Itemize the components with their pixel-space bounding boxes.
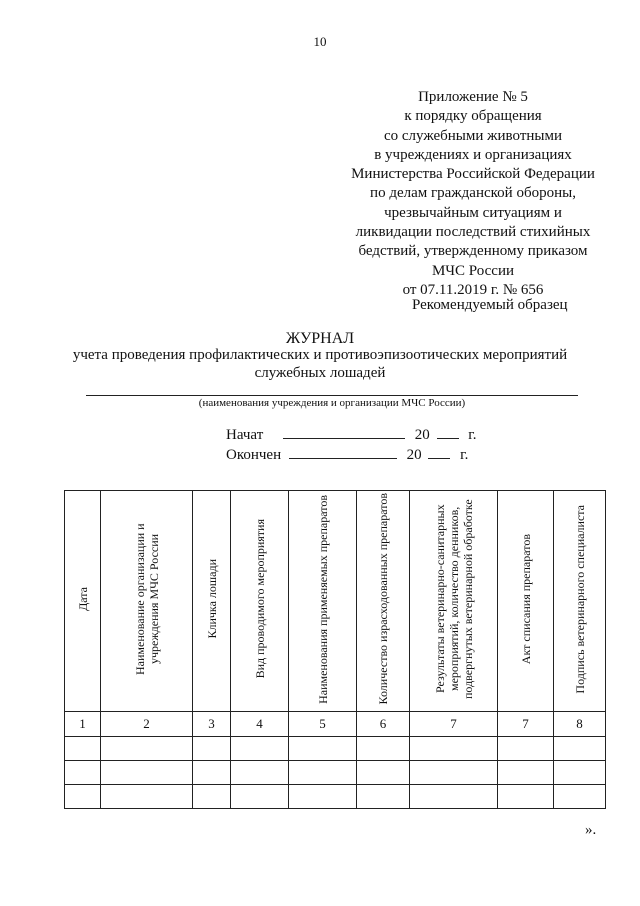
appendix-block <box>340 88 606 300</box>
table-cell[interactable] <box>410 761 498 785</box>
table-cell[interactable] <box>410 737 498 761</box>
header-signature: Подпись ветеринарного специалиста <box>572 504 587 694</box>
table-row <box>65 785 606 809</box>
header-results: Результаты ветеринарно-санитарных мероприятий, количество денников, подвергнутых ветеринарной обработке <box>432 499 475 699</box>
header-cell <box>101 491 193 712</box>
journal-table <box>64 490 606 809</box>
column-number: 5 <box>289 712 357 737</box>
table-cell[interactable] <box>65 785 101 809</box>
appendix-line: в учреждениях и организациях <box>374 146 572 163</box>
ended-row <box>226 445 476 465</box>
table-row <box>65 761 606 785</box>
table-cell[interactable] <box>65 737 101 761</box>
table-cell[interactable] <box>498 737 554 761</box>
table-cell[interactable] <box>498 785 554 809</box>
column-number: 8 <box>554 712 606 737</box>
closing-quote: ». <box>585 822 597 838</box>
table-cell[interactable] <box>101 761 193 785</box>
header-cell <box>498 491 554 712</box>
journal-subtitle <box>60 346 580 382</box>
journal-subtitle-line: учета проведения профилактических и противоэпизоотических мероприятий <box>72 347 568 363</box>
header-horse-name: Кличка лошади <box>204 559 219 639</box>
year-suffix: г. <box>460 447 469 463</box>
table-row <box>65 737 606 761</box>
table-cell[interactable] <box>231 737 289 761</box>
table-cell[interactable] <box>289 761 357 785</box>
appendix-line: ликвидации последствий стихийных <box>355 224 591 241</box>
organization-name-line <box>86 395 578 396</box>
journal-subtitle-line: служебных лошадей <box>254 365 386 381</box>
header-organization: Наименование организации и учреждения МЧС России <box>132 523 161 675</box>
table-cell[interactable] <box>554 785 606 809</box>
appendix-line: от 07.11.2019 г. № 656 <box>402 281 544 298</box>
ended-year-blank <box>428 446 450 459</box>
column-number: 6 <box>357 712 410 737</box>
table-header-row <box>65 491 606 712</box>
year-prefix: 20 <box>414 427 430 443</box>
appendix-line: чрезвычайным ситуациям и <box>384 204 562 221</box>
header-cell <box>410 491 498 712</box>
ended-date-blank <box>289 446 397 459</box>
year-suffix: г. <box>468 427 477 443</box>
header-cell <box>357 491 410 712</box>
dates-block <box>226 425 476 465</box>
header-cell <box>193 491 231 712</box>
header-date: Дата <box>75 587 90 611</box>
column-number-row <box>65 712 606 737</box>
started-year-blank <box>437 426 459 439</box>
appendix-line: со служебными животными <box>383 127 563 144</box>
table-cell[interactable] <box>554 761 606 785</box>
header-cell <box>231 491 289 712</box>
table-cell[interactable] <box>65 761 101 785</box>
column-number: 7 <box>410 712 498 737</box>
table-cell[interactable] <box>289 785 357 809</box>
sample-label: Рекомендуемый образец <box>412 297 568 313</box>
appendix-line: по делам гражданской обороны, <box>370 185 576 202</box>
table-cell[interactable] <box>357 761 410 785</box>
journal-title: ЖУРНАЛ <box>285 330 355 347</box>
table-cell[interactable] <box>101 737 193 761</box>
header-cell <box>289 491 357 712</box>
table-cell[interactable] <box>231 761 289 785</box>
year-prefix: 20 <box>406 447 422 463</box>
table-cell[interactable] <box>410 785 498 809</box>
appendix-line: бедствий, утвержденному приказом <box>358 243 588 260</box>
table-cell[interactable] <box>193 737 231 761</box>
table-cell[interactable] <box>193 761 231 785</box>
table-cell[interactable] <box>231 785 289 809</box>
started-row <box>226 425 476 445</box>
column-number: 2 <box>101 712 193 737</box>
header-event-type: Вид проводимого мероприятия <box>252 519 267 679</box>
table-cell[interactable] <box>101 785 193 809</box>
header-writeoff-act: Акт списания препаратов <box>518 533 533 665</box>
table-cell[interactable] <box>193 785 231 809</box>
page-number: 10 <box>313 34 327 49</box>
organization-caption: (наименования учреждения и организации МЧС России) <box>198 397 466 409</box>
column-number: 1 <box>65 712 101 737</box>
appendix-line: Министерства Российской Федерации <box>351 166 595 183</box>
header-cell <box>65 491 101 712</box>
ended-label: Окончен <box>226 447 282 463</box>
started-label: Начат <box>226 427 264 443</box>
appendix-line: Приложение № 5 <box>418 89 528 105</box>
column-number: 4 <box>231 712 289 737</box>
header-drug-quantity: Количество израсходованных препаратов <box>376 493 390 705</box>
table-cell[interactable] <box>498 761 554 785</box>
appendix-line: МЧС России <box>431 262 515 279</box>
table-cell[interactable] <box>289 737 357 761</box>
table-cell[interactable] <box>357 737 410 761</box>
header-cell <box>554 491 606 712</box>
table-cell[interactable] <box>357 785 410 809</box>
appendix-line: к порядку обращения <box>404 108 542 125</box>
header-drug-names: Наименования применяемых препаратов <box>315 494 330 704</box>
column-number: 3 <box>193 712 231 737</box>
table-cell[interactable] <box>554 737 606 761</box>
column-number: 7 <box>498 712 554 737</box>
started-date-blank <box>283 426 405 439</box>
